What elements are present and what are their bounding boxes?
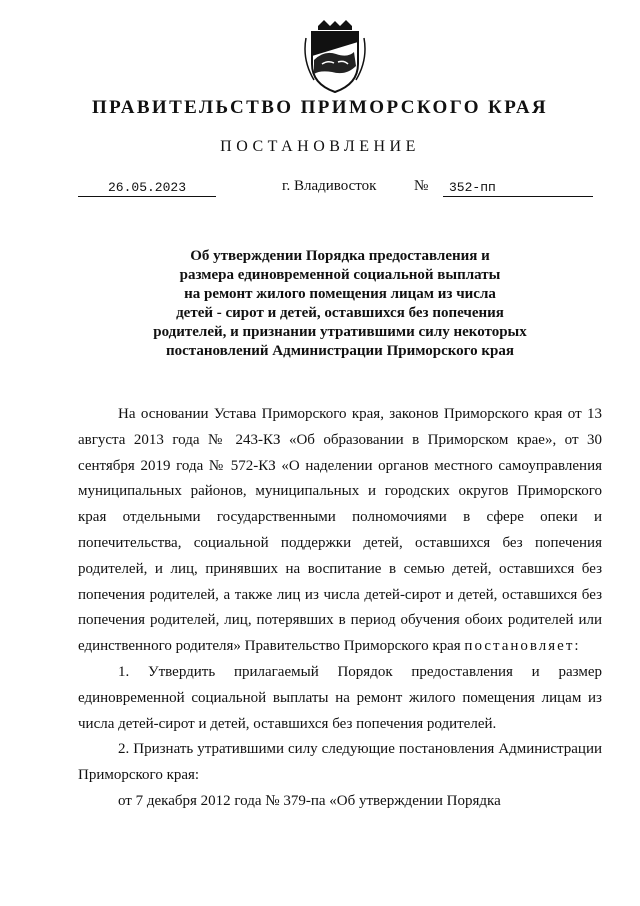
document-number: 352-пп xyxy=(449,180,496,195)
subject-line: размера единовременной социальной выплаты xyxy=(179,267,501,283)
subject-line: детей - сирот и детей, оставшихся без попечения xyxy=(176,305,504,321)
decree-word: постановляет: xyxy=(464,638,581,655)
document-subject xyxy=(120,247,560,361)
subject-line: постановлений Администрации Приморского края xyxy=(166,343,514,359)
coat-of-arms-emblem xyxy=(304,20,366,94)
document-number-field xyxy=(443,180,593,197)
document-date: 26.05.2023 xyxy=(78,180,216,197)
preamble-text: На основании Устава Приморского края, законов Приморского края от 13 августа 2013 года № 243-КЗ «Об образовании в Приморском крае», от 30 сентября 2019 года № 572-КЗ «О наделении органов местного самоуправления муниципальных районов, муниципальных и городских округов Приморского края отдельными государственными полномочиями в сфере опеки и попечительства, социальной поддержки детей, оставшихся без попечения родителей, и лиц, принявших на воспитание в семью детей, оставшихся без попечения родителей, а также лиц из числа детей-сирот и детей, оставшихся без попечения родителей, лиц, потерявших в период обучения обоих родителей или единственного родителя» Правительство Приморского края xyxy=(78,406,602,655)
document-city: г. Владивосток xyxy=(282,178,377,194)
subject-line: Об утверждении Порядка предоставления и xyxy=(190,248,490,264)
document-body xyxy=(78,402,602,815)
item-1-paragraph: 1. Утвердить прилагаемый Порядок предоставления и размер единовременной социальной выплаты на ремонт жилого помещения лицам из числа детей-сирот и детей, оставшихся без попечения родителей. xyxy=(78,663,602,732)
government-title: ПРАВИТЕЛЬСТВО ПРИМОРСКОГО КРАЯ xyxy=(91,97,549,118)
item-2-paragraph: 2. Признать утратившими силу следующие постановления Администрации Приморского края: xyxy=(78,741,602,784)
item-2-first-entry: от 7 декабря 2012 года № 379-па «Об утверждении Порядка xyxy=(118,792,501,809)
number-label: № xyxy=(414,178,429,194)
preamble-paragraph xyxy=(78,402,602,660)
document-type: ПОСТАНОВЛЕНИЕ xyxy=(220,138,420,155)
subject-line: на ремонт жилого помещения лицам из числа xyxy=(184,286,496,302)
subject-line: родителей, и признании утратившими силу некоторых xyxy=(153,324,527,340)
